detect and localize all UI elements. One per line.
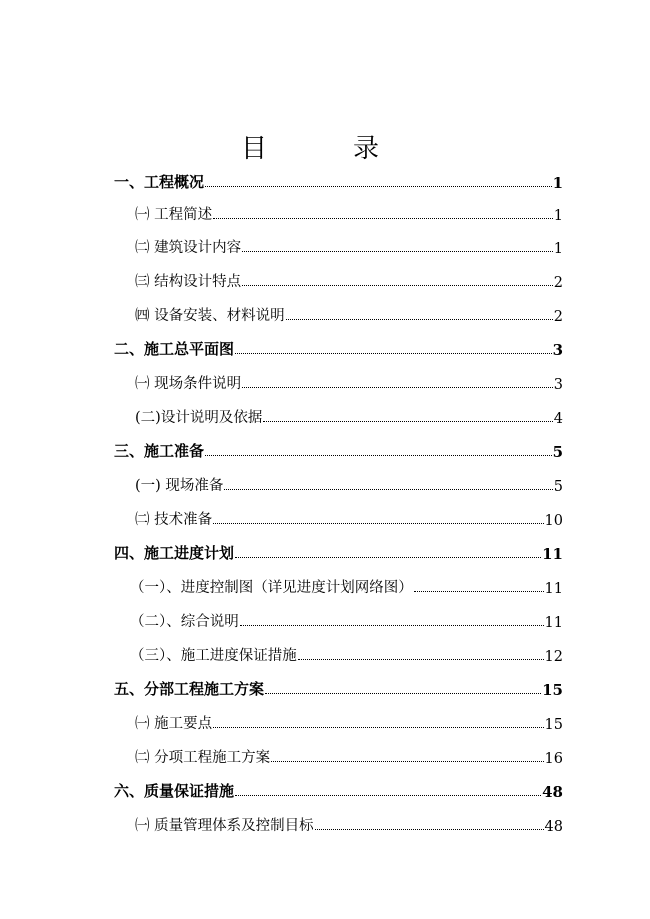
page-title: 目 录	[240, 134, 409, 164]
toc-entry[interactable]	[114, 677, 563, 699]
toc-entry-label: ㈡ 分项工程施工方案	[135, 750, 271, 766]
dot-leader	[235, 353, 552, 354]
toc-entry[interactable]	[135, 405, 563, 427]
toc-entry-page: 3	[553, 377, 563, 393]
dot-leader	[242, 285, 553, 286]
dot-leader	[224, 489, 552, 490]
toc-entry[interactable]	[114, 337, 563, 359]
dot-leader	[235, 557, 541, 558]
toc-entry-label: ㈠ 工程简述	[135, 207, 213, 223]
toc-entry[interactable]	[114, 541, 563, 563]
toc-entry-page: 48	[542, 783, 563, 801]
toc-entry[interactable]	[114, 439, 563, 461]
toc-entry-label: (一) 现场准备	[135, 478, 224, 494]
toc-entry[interactable]	[135, 507, 563, 529]
toc-entry-page: 2	[553, 309, 563, 325]
toc-entry-page: 2	[553, 275, 563, 291]
dot-leader	[213, 523, 543, 524]
dot-leader	[263, 421, 552, 422]
toc-entry[interactable]	[135, 269, 563, 291]
toc-entry-label: 六、质量保证措施	[114, 782, 235, 800]
toc-entry[interactable]	[130, 575, 563, 597]
toc-entry-page: 48	[544, 819, 563, 835]
toc-entry-label: 四、施工进度计划	[114, 544, 235, 562]
toc-entry-label: 五、分部工程施工方案	[114, 680, 265, 698]
toc-entry-page: 1	[553, 208, 563, 224]
toc-entry[interactable]	[135, 813, 563, 835]
dot-leader	[235, 795, 541, 796]
dot-leader	[265, 693, 541, 694]
toc-entry-page: 11	[544, 581, 563, 597]
dot-leader	[242, 251, 553, 252]
toc-entry[interactable]	[135, 371, 563, 393]
toc-entry-label: （三）、施工进度保证措施	[130, 648, 297, 664]
toc-entry[interactable]	[130, 609, 563, 631]
toc-entry-page: 5	[553, 479, 563, 495]
toc-entry-label: （一）、进度控制图（详见进度计划网络图）	[130, 580, 413, 596]
toc-entry-page: 5	[552, 443, 563, 461]
toc-entry[interactable]	[135, 473, 563, 495]
dot-leader	[286, 319, 553, 320]
toc-entry-page: 15	[544, 717, 563, 733]
toc-entry[interactable]	[114, 170, 563, 192]
toc-entry-page: 1	[553, 241, 563, 257]
toc-entry-label: ㈠ 质量管理体系及控制目标	[135, 818, 314, 834]
dot-leader	[205, 455, 552, 456]
toc-entry-label: 三、施工准备	[114, 442, 205, 460]
dot-leader	[240, 625, 544, 626]
toc-entry-page: 10	[544, 513, 563, 529]
toc-entry-page: 1	[552, 174, 563, 192]
toc-entry[interactable]	[135, 745, 563, 767]
dot-leader	[205, 186, 552, 187]
toc-entry[interactable]	[135, 202, 563, 224]
toc-entry-label: ㈢ 结构设计特点	[135, 274, 242, 290]
toc-entry-page: 4	[553, 411, 563, 427]
toc-entry-label: ㈠ 施工要点	[135, 716, 213, 732]
dot-leader	[315, 829, 544, 830]
toc-entry-label: 一、工程概况	[114, 173, 205, 191]
toc-entry-page: 15	[542, 681, 563, 699]
toc-entry[interactable]	[135, 711, 563, 733]
dot-leader	[298, 659, 544, 660]
toc-entry-page: 11	[542, 545, 563, 563]
toc-entry[interactable]	[135, 303, 563, 325]
dot-leader	[271, 761, 543, 762]
toc-entry-page: 16	[544, 751, 563, 767]
toc-entry-page: 12	[544, 649, 563, 665]
toc-entry-label: （二）、综合说明	[130, 614, 239, 630]
toc-entry-label: ㈡ 建筑设计内容	[135, 240, 242, 256]
dot-leader	[414, 591, 544, 592]
dot-leader	[213, 727, 543, 728]
toc-entry-page: 11	[544, 615, 563, 631]
toc-entry[interactable]	[114, 779, 563, 801]
toc-entry[interactable]	[135, 235, 563, 257]
dot-leader	[242, 387, 553, 388]
toc-entry-label: 二、施工总平面图	[114, 340, 235, 358]
toc-entry-page: 3	[552, 341, 563, 359]
toc-entry-label: ㈣ 设备安装、材料说明	[135, 308, 285, 324]
toc-entry-label: ㈡ 技术准备	[135, 512, 213, 528]
toc-entry-label: (二)设计说明及依据	[135, 410, 263, 426]
toc-entry[interactable]	[130, 643, 563, 665]
toc-entry-label: ㈠ 现场条件说明	[135, 376, 242, 392]
dot-leader	[213, 218, 553, 219]
